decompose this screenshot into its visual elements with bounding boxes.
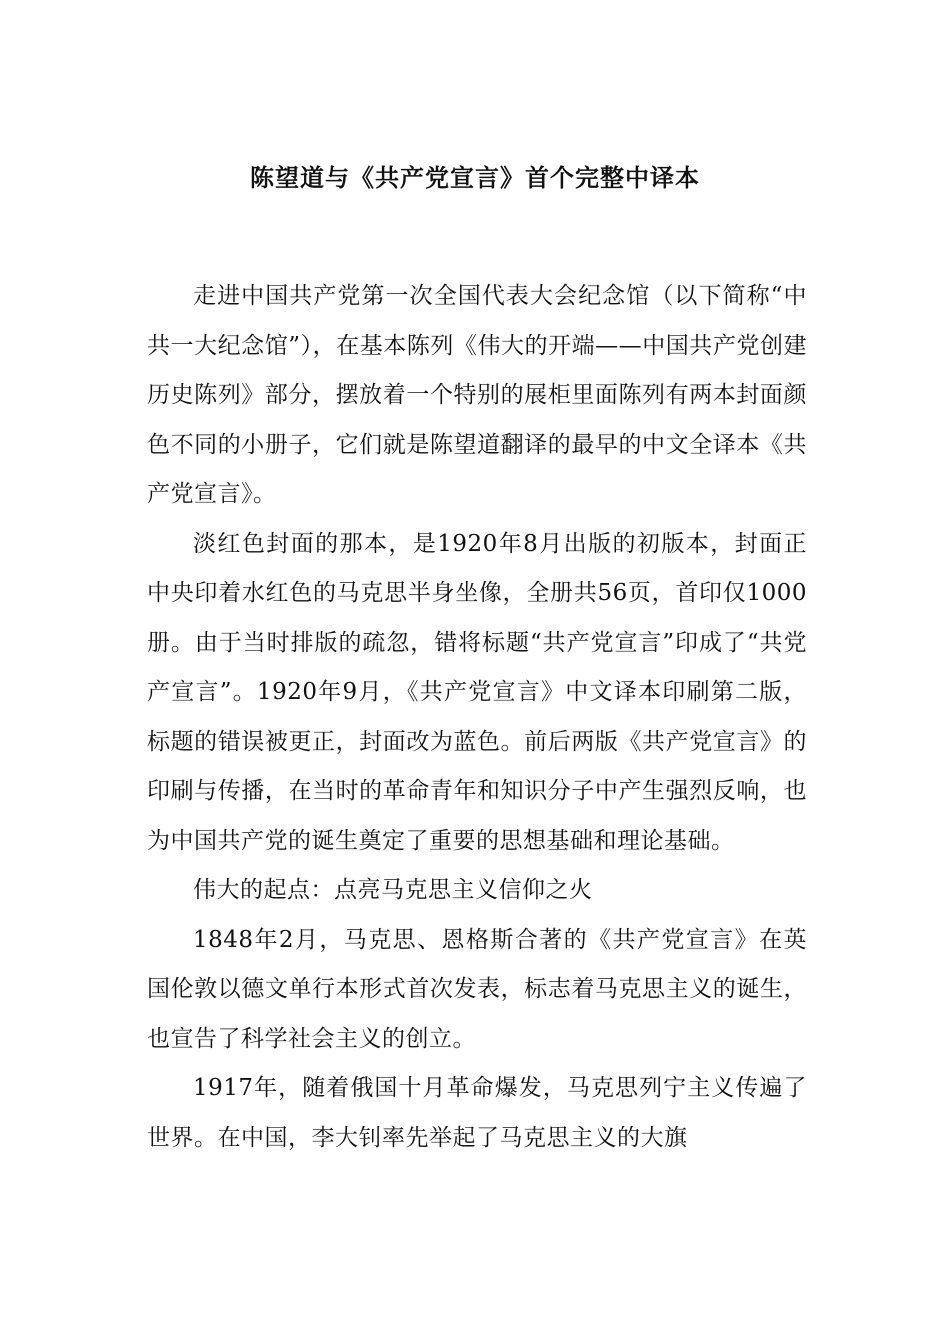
paragraph-1848: 1848年2月，马克思、恩格斯合著的《共产党宣言》在英国伦敦以德文单行本形式首次发表，标志着马克思主义的诞生，也宣告了科学社会主义的创立。 bbox=[147, 926, 807, 1052]
document-title: 陈望道与《共产党宣言》首个完整中译本 bbox=[250, 163, 700, 192]
section-heading: 伟大的起点：点亮马克思主义信仰之火 bbox=[193, 877, 593, 903]
paragraph-1917: 1917年，随着俄国十月革命爆发，马克思列宁主义传遍了世界。在中国，李大钊率先举起了马克思主义的大旗 bbox=[147, 1075, 807, 1151]
paragraph-first-edition: 淡红色封面的那本，是1920年8月出版的初版本，封面正中央印着水红色的马克思半身坐像，全册共56页，首印仅1000册。由于当时排版的疏忽，错将标题“共产党宣言”印成了“共党产宣言”。1920年9月，《共产党宣言》中文译本印刷第二版，标题的错误被更正，封面改为蓝色。前后两版《共产党宣言》的印刷与传播，在当时的革命青年和知识分子中产生强烈反响，也为中国共产党的诞生奠定了重要的思想基础和理论基础。 bbox=[147, 530, 807, 854]
document-body bbox=[147, 272, 807, 1163]
paragraph-intro: 走进中国共产党第一次全国代表大会纪念馆（以下简称“中共一大纪念馆”），在基本陈列《伟大的开端——中国共产党创建历史陈列》部分，摆放着一个特别的展柜里面陈列有两本封面颜色不同的小册子，它们就是陈望道翻译的最早的中文全译本《共产党宣言》。 bbox=[147, 283, 807, 507]
